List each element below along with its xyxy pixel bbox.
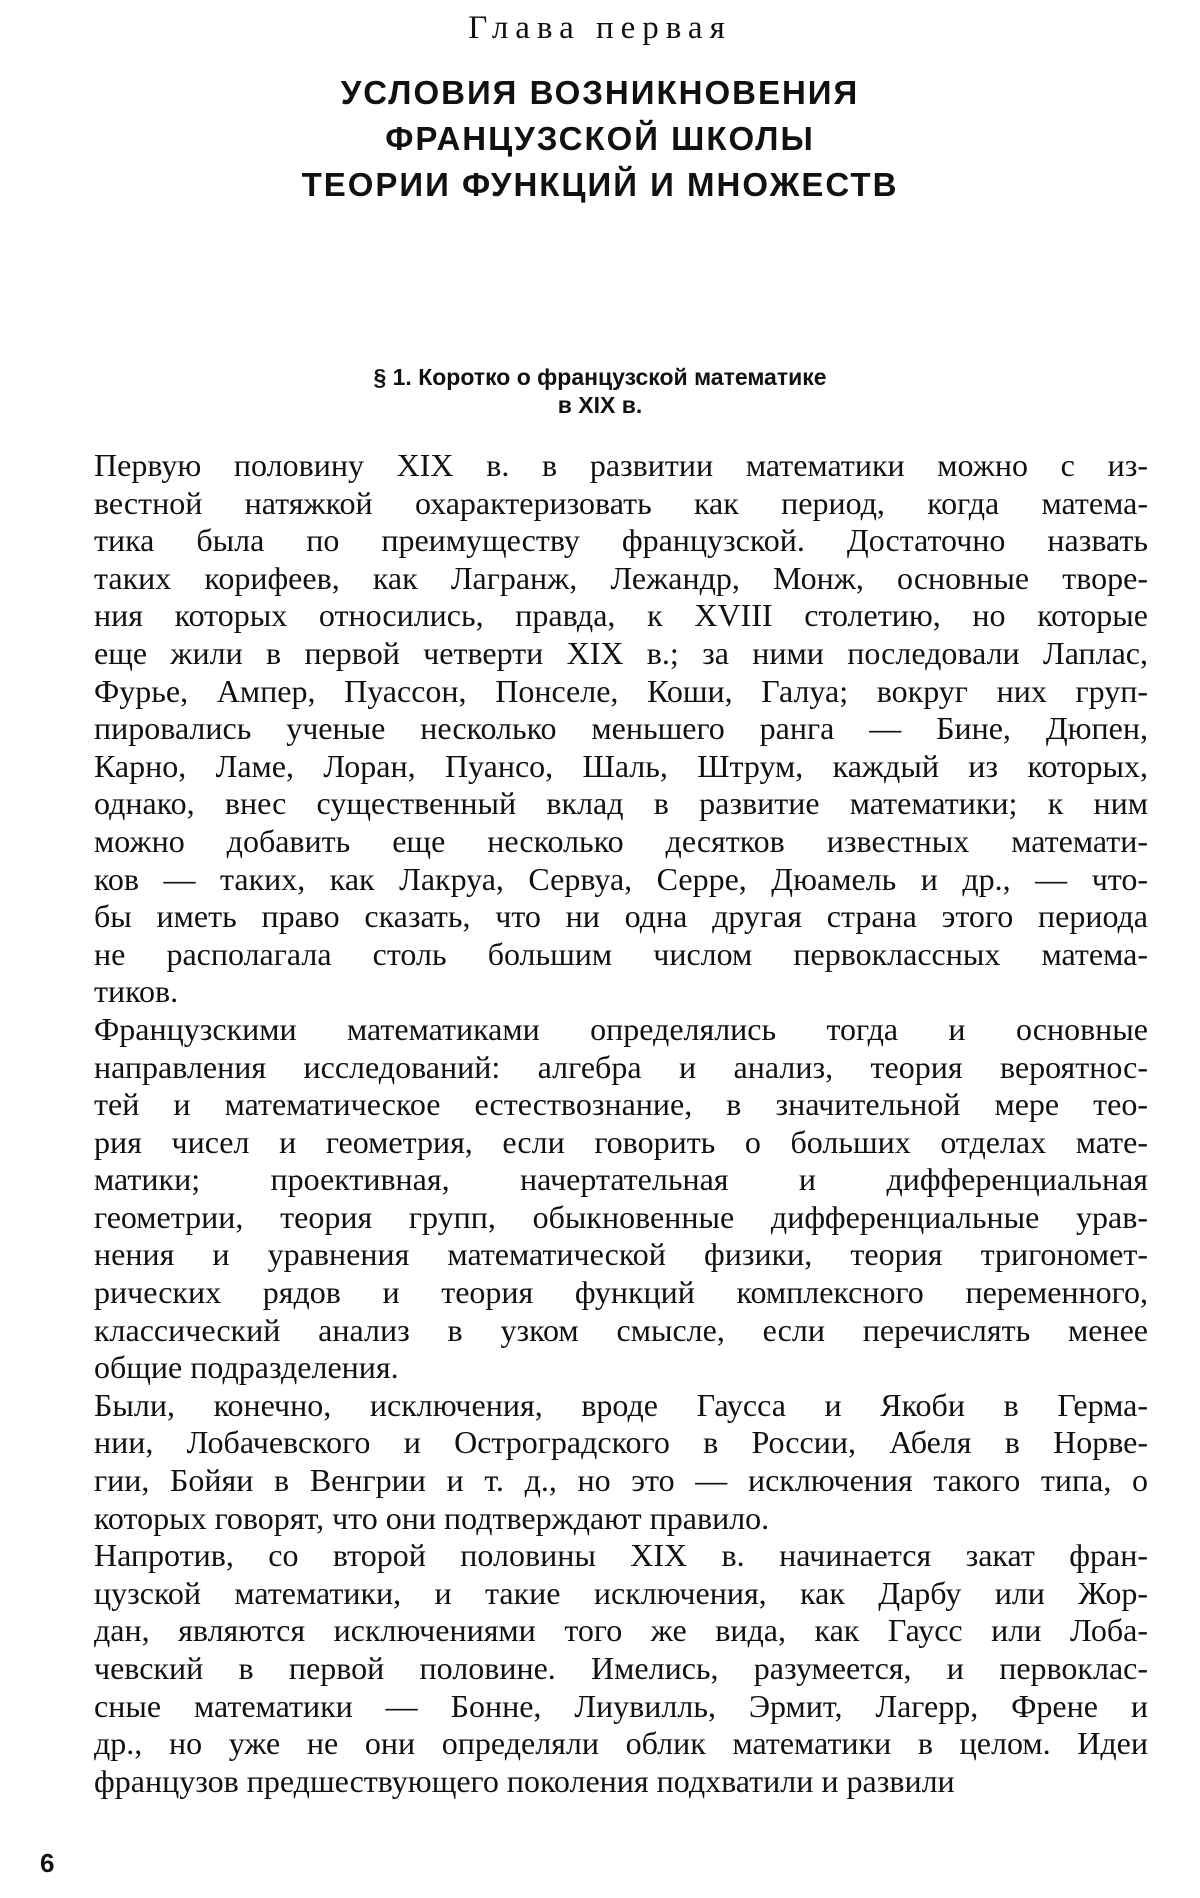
text-line: рических рядов и теория функций комплексного переменного, — [94, 1274, 1148, 1311]
section-heading — [0, 363, 1200, 419]
section-heading-line: в XIX в. — [557, 392, 643, 418]
chapter-title — [0, 70, 1200, 208]
text-line: еще жили в первой четверти XIX в.; за ними последовали Лаплас, — [94, 634, 1148, 671]
chapter-title-line: ТЕОРИИ ФУНКЦИЙ И МНОЖЕСТВ — [301, 166, 899, 203]
page-number: 6 — [40, 1848, 55, 1878]
chapter-title-line: УСЛОВИЯ ВОЗНИКНОВЕНИЯ — [340, 74, 860, 111]
text-line: Первую половину XIX в. в развитии математики можно с из- — [94, 447, 1148, 483]
text-line: ков — таких, как Лакруа, Сервуа, Серре, Дюамель и др., — что- — [94, 860, 1148, 897]
text-line: классический анализ в узком смысле, если перечислять менее — [94, 1311, 1148, 1348]
text-line: ния которых относились, правда, к XVIII столетию, но которые — [94, 597, 1148, 634]
paragraph — [40, 447, 1148, 1011]
text-line: дан, являются исключениями того же вида, как Гаусс или Лоба- — [94, 1612, 1148, 1649]
text-line: французов предшествующего поколения подхватили и развили — [94, 1762, 955, 1799]
text-line: не располагала столь большим числом первоклассных матема- — [94, 935, 1148, 972]
text-line: матики; проективная, начертательная и дифференциальная — [94, 1161, 1148, 1198]
text-line: чевский в первой половине. Имелись, разумеется, и первоклас- — [94, 1650, 1148, 1686]
text-line: Фурье, Ампер, Пуассон, Понселе, Коши, Галуа; вокруг них груп- — [94, 672, 1148, 709]
chapter-title-line: ФРАНЦУЗСКОЙ ШКОЛЫ — [385, 120, 815, 157]
text-line: вестной натяжкой охарактеризовать как период, когда матема- — [94, 484, 1148, 521]
text-line: рия чисел и геометрия, если говорить о больших отделах мате- — [94, 1123, 1148, 1160]
text-line: тей и математическое естествознание, в значительной мере тео- — [94, 1086, 1148, 1123]
body-text — [40, 447, 1148, 1800]
paragraph — [40, 1537, 1148, 1800]
text-line: однако, внес существенный вклад в развитие математики; к ним — [94, 785, 1148, 822]
text-line: тика была по преимуществу французской. Достаточно назвать — [94, 522, 1148, 559]
text-line: общие подразделения. — [94, 1349, 399, 1386]
paragraph — [40, 1011, 1148, 1387]
text-line: гии, Бойяи в Венгрии и т. д., но это — исключения такого типа, о — [94, 1462, 1148, 1499]
text-line: пировались ученые несколько меньшего ранга — Бине, Дюпен, — [94, 710, 1148, 747]
text-line: которых говорят, что они подтверждают правило. — [94, 1499, 770, 1536]
text-line: Напротив, со второй половины XIX в. начинается закат фран- — [94, 1537, 1148, 1574]
text-line: др., но уже не они определяли облик математики в целом. Идеи — [94, 1725, 1148, 1762]
text-line: можно добавить еще несколько десятков известных математи- — [94, 822, 1148, 859]
text-line: Карно, Ламе, Лоран, Пуансо, Шаль, Штрум, каждый из которых, — [94, 747, 1148, 784]
text-line: сные математики — Бонне, Лиувилль, Эрмит, Лагерр, Френе и — [94, 1687, 1148, 1724]
text-line: Французскими математиками определялись тогда и основные — [94, 1010, 1148, 1047]
section-heading-line: § 1. Коротко о французской математике — [373, 364, 827, 390]
text-line: геометрии, теория групп, обыкновенные дифференциальные урав- — [94, 1198, 1148, 1235]
paragraph — [40, 1387, 1148, 1537]
text-line: нения и уравнения математической физики, теория тригономет- — [94, 1236, 1148, 1273]
text-line: направления исследований: алгебра и анализ, теория вероятнос- — [94, 1048, 1148, 1085]
text-line: нии, Лобачевского и Остроградского в России, Абеля в Норве- — [94, 1424, 1148, 1461]
text-line: Были, конечно, исключения, вроде Гаусса и Якоби в Герма- — [94, 1386, 1148, 1423]
text-line: бы иметь право сказать, что ни одна другая страна этого периода — [94, 898, 1148, 935]
text-line: таких корифеев, как Лагранж, Лежандр, Монж, основные творе- — [94, 559, 1148, 596]
chapter-label: Глава первая — [468, 10, 732, 46]
text-line: цузской математики, и такие исключения, как Дарбу или Жор- — [94, 1574, 1148, 1611]
text-line: тиков. — [94, 973, 179, 1010]
